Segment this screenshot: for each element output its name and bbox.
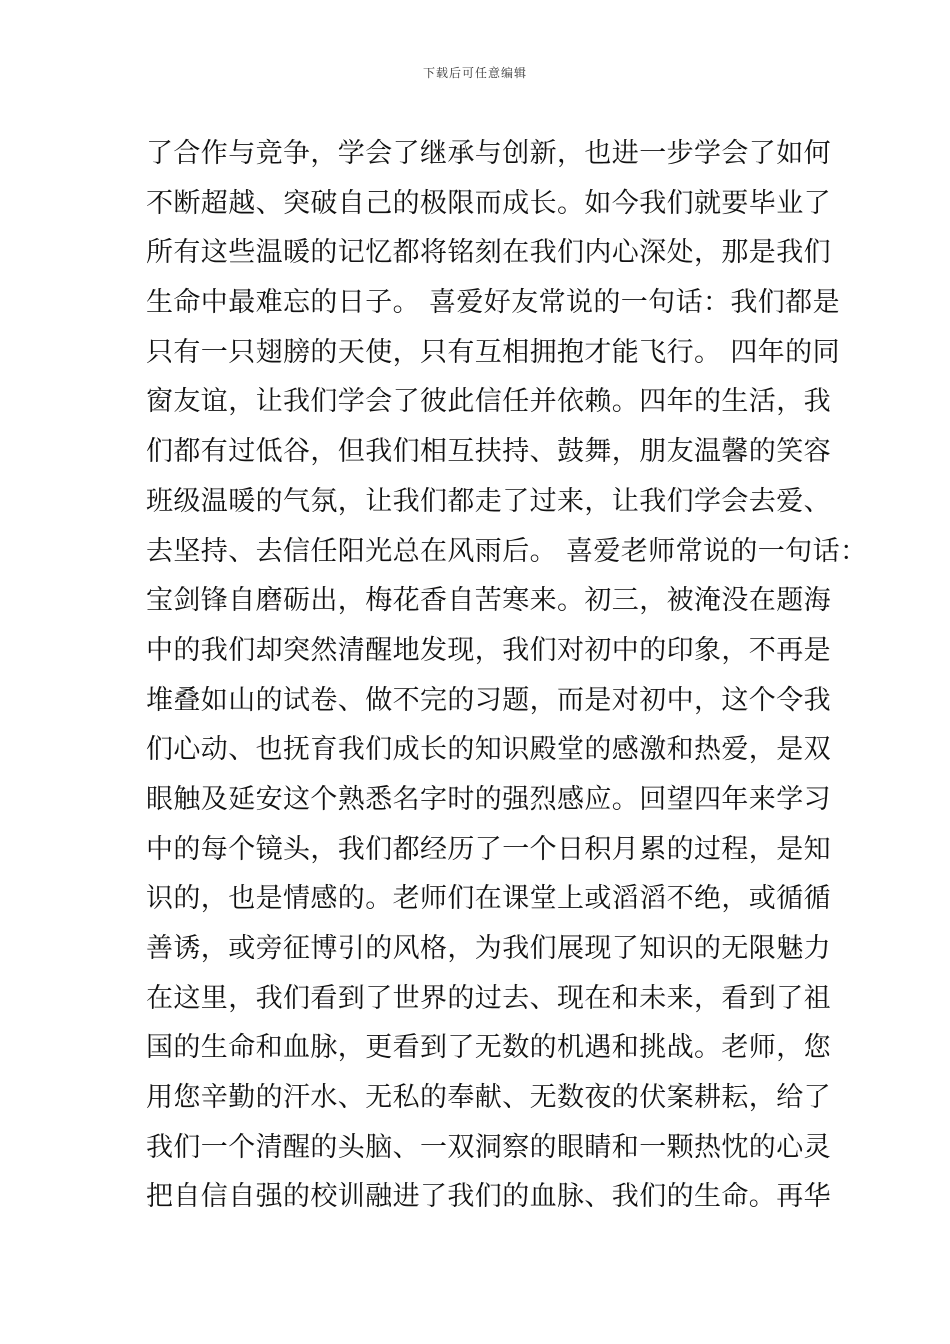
text-line: 眼触及延安这个熟悉名字时的强烈感应。回望四年来学习 bbox=[146, 783, 831, 815]
text-line: 中的每个镜头，我们都经历了一个日积月累的过程，是知 bbox=[146, 833, 831, 865]
page-header: 下载后可任意编辑 bbox=[422, 66, 527, 80]
text-line: 只有一只翅膀的天使，只有互相拥抱才能飞行。 四年的同 bbox=[146, 336, 840, 368]
text-line: 们都有过低谷，但我们相互扶持、鼓舞，朋友温馨的笑容 bbox=[146, 436, 831, 468]
text-line: 堆叠如山的试卷、做不完的习题，而是对初中，这个令我 bbox=[146, 684, 831, 716]
text-line: 们心动、也抚育我们成长的知识殿堂的感激和热爱，是双 bbox=[146, 734, 831, 766]
text-line: 不断超越、突破自己的极限而成长。如今我们就要毕业了 bbox=[146, 187, 831, 219]
text-line: 在这里，我们看到了世界的过去、现在和未来，看到了祖 bbox=[146, 982, 831, 1014]
text-line: 用您辛勤的汗水、无私的奉献、无数夜的伏案耕耘，给了 bbox=[146, 1082, 831, 1114]
text-line: 国的生命和血脉，更看到了无数的机遇和挑战。老师，您 bbox=[146, 1032, 831, 1064]
text-line: 班级温暖的气氛，让我们都走了过来，让我们学会去爱、 bbox=[146, 485, 831, 517]
body-text bbox=[146, 129, 868, 1222]
text-line: 窗友谊，让我们学会了彼此信任并依赖。四年的生活，我 bbox=[146, 386, 831, 418]
text-line: 了合作与竞争，学会了继承与创新，也进一步学会了如何 bbox=[146, 138, 831, 169]
text-line: 我们一个清醒的头脑、一双洞察的眼睛和一颗热忱的心灵 bbox=[146, 1131, 831, 1163]
text-line: 善诱，或旁征博引的风格，为我们展现了知识的无限魅力 bbox=[146, 933, 831, 964]
text-line: 生命中最难忘的日子。 喜爱好友常说的一句话：我们都是 bbox=[146, 287, 840, 319]
text-line: 把自信自强的校训融进了我们的血脉、我们的生命。再华 bbox=[146, 1181, 831, 1213]
text-line: 所有这些温暖的记忆都将铭刻在我们内心深处，那是我们 bbox=[146, 237, 831, 269]
text-line: 宝剑锋自磨砺出，梅花香自苦寒来。初三，被淹没在题海 bbox=[146, 585, 831, 617]
text-line: 识的，也是情感的。老师们在课堂上或滔滔不绝，或循循 bbox=[146, 883, 831, 915]
text-line: 去坚持、去信任阳光总在风雨后。 喜爱老师常说的一句话： bbox=[146, 535, 868, 567]
text-line: 中的我们却突然清醒地发现，我们对初中的印象，不再是 bbox=[146, 634, 831, 666]
